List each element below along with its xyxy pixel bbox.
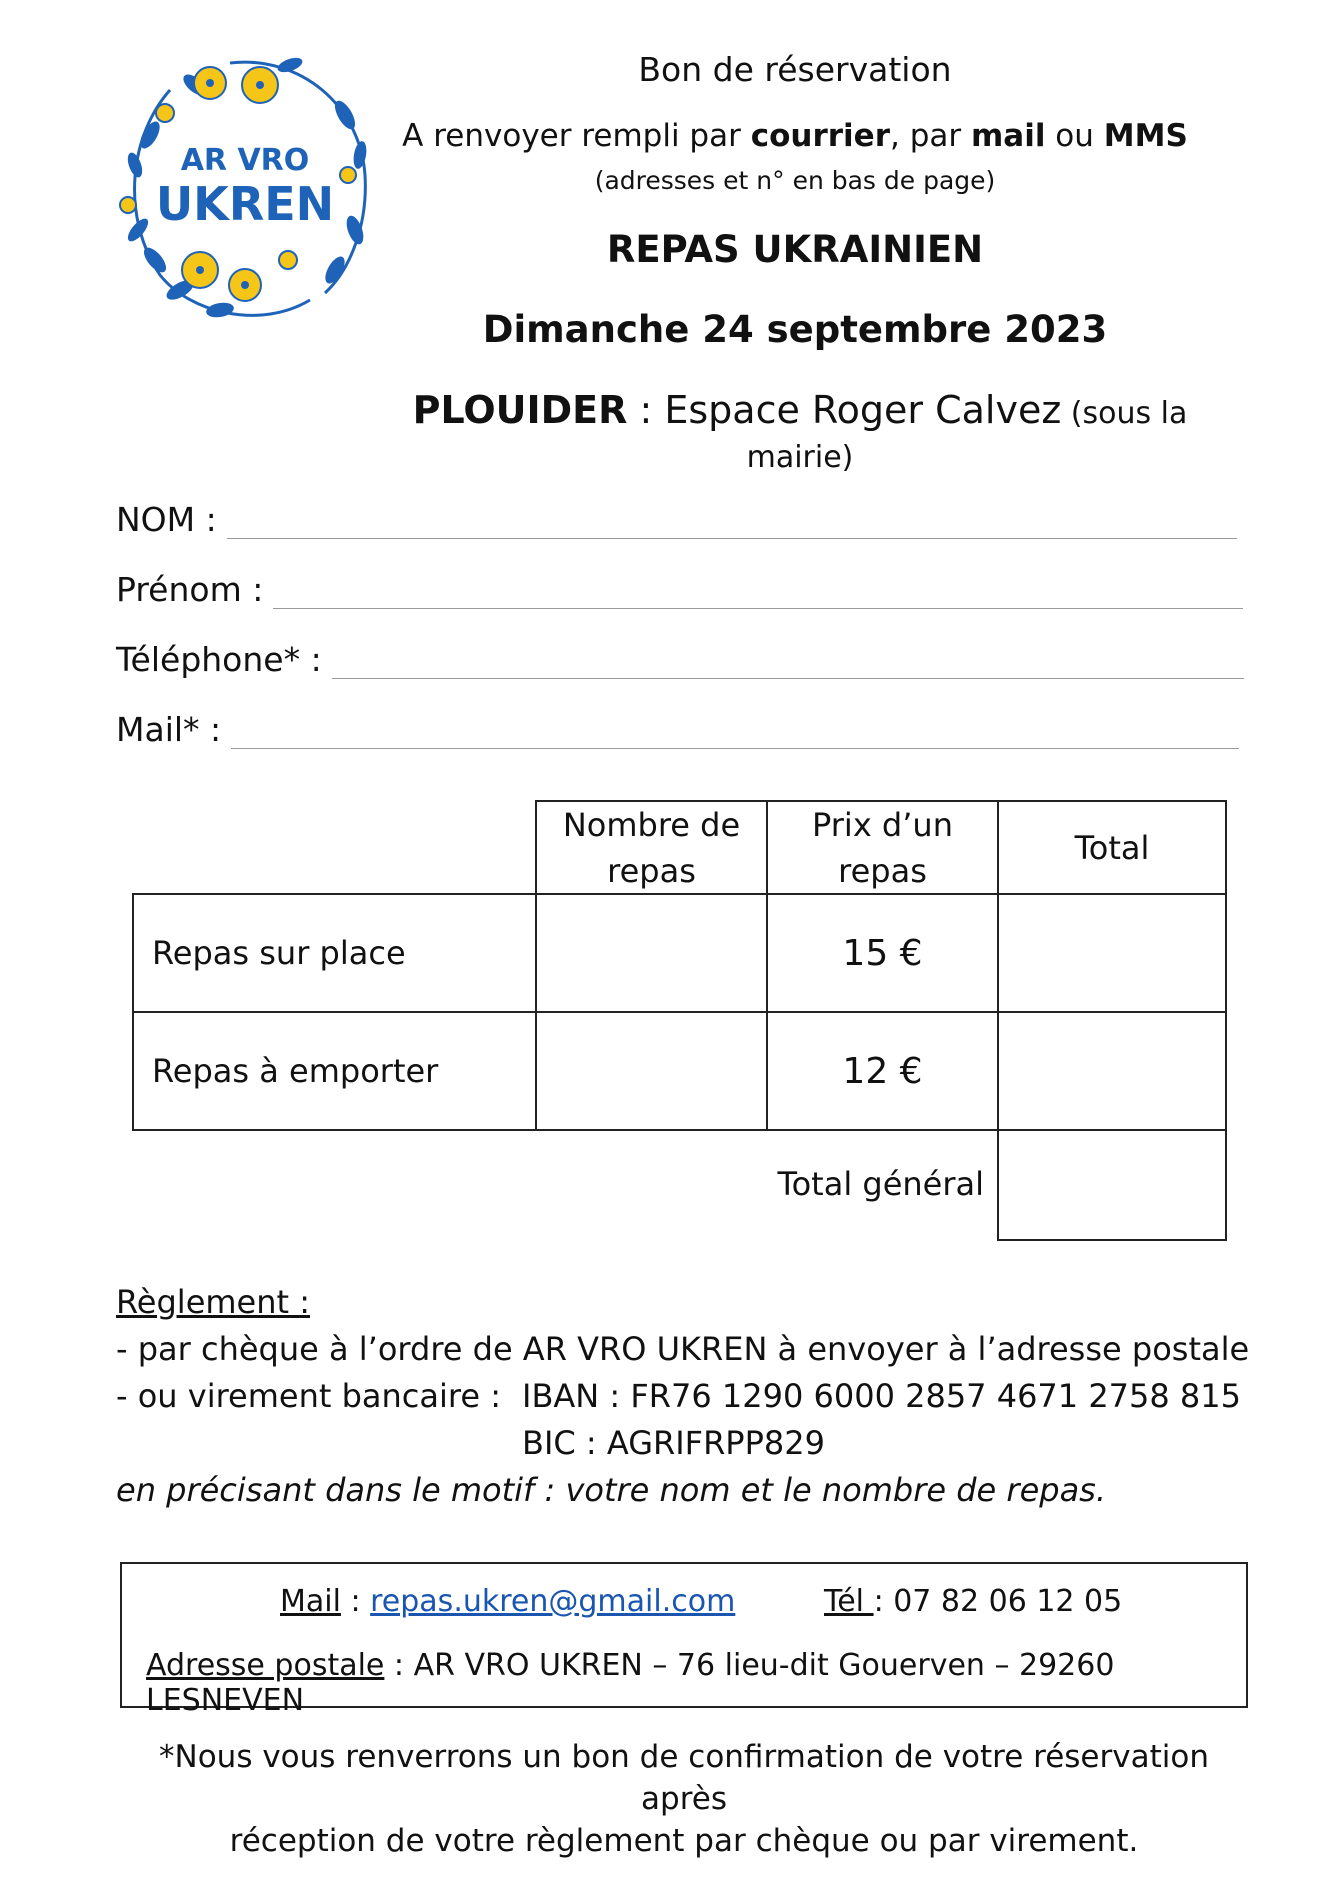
row-quantity-input[interactable] bbox=[535, 1011, 768, 1131]
send-sep2: ou bbox=[1045, 118, 1104, 154]
send-sep1: , par bbox=[889, 118, 971, 154]
location-place: Espace Roger Calvez bbox=[664, 388, 1062, 432]
location-town: PLOUIDER bbox=[412, 388, 628, 432]
tel-value: : 07 82 06 12 05 bbox=[873, 1584, 1123, 1619]
addresses-note: (adresses et n° en bas de page) bbox=[594, 166, 996, 195]
mail-link[interactable]: repas.ukren@gmail.com bbox=[370, 1584, 736, 1619]
address-label: Adresse postale bbox=[146, 1648, 385, 1683]
mail-label: Mail bbox=[280, 1584, 341, 1619]
row-price bbox=[766, 1011, 999, 1131]
footer-line2: réception de votre règlement par chèque ou par virement. bbox=[229, 1823, 1139, 1859]
prenom-field[interactable] bbox=[116, 570, 1243, 609]
reglement-iban: IBAN : FR76 1290 6000 2857 4671 2758 815 bbox=[522, 1377, 1241, 1415]
logo-line2: UKREN bbox=[155, 177, 335, 231]
reglement-bic: BIC : AGRIFRPP829 bbox=[522, 1424, 825, 1462]
grand-total-text: Total général bbox=[777, 1165, 984, 1203]
telephone-line[interactable] bbox=[332, 648, 1244, 679]
nom-label: NOM : bbox=[116, 500, 217, 539]
row-price bbox=[766, 893, 999, 1013]
header-prix-text: Prix d’un repas bbox=[812, 805, 953, 890]
footer-note bbox=[120, 1736, 1248, 1862]
row-total-input[interactable] bbox=[997, 893, 1227, 1013]
event-date: Dimanche 24 septembre 2023 bbox=[482, 308, 1108, 351]
header-prix bbox=[766, 800, 999, 895]
tel-label: Tél bbox=[824, 1584, 874, 1619]
logo-line1: AR VRO bbox=[180, 143, 310, 178]
contact-tel bbox=[824, 1584, 1122, 1619]
send-instructions bbox=[400, 118, 1190, 154]
logo bbox=[110, 45, 380, 330]
prenom-line[interactable] bbox=[273, 578, 1243, 609]
nom-line[interactable] bbox=[227, 508, 1237, 539]
grand-total-label bbox=[740, 1129, 990, 1239]
telephone-label: Téléphone* : bbox=[116, 640, 322, 679]
contact-box bbox=[120, 1562, 1248, 1718]
reglement-virement: - ou virement bancaire : bbox=[116, 1377, 501, 1415]
header-nombre-text: Nombre de repas bbox=[562, 805, 741, 890]
grand-total-input[interactable] bbox=[997, 1129, 1227, 1241]
send-mail: mail bbox=[970, 118, 1046, 154]
send-courrier: courrier bbox=[750, 118, 890, 154]
row-label bbox=[132, 893, 537, 1013]
contact-address bbox=[146, 1648, 1246, 1718]
send-mms: MMS bbox=[1103, 118, 1188, 154]
row-label bbox=[132, 1011, 537, 1131]
row-price-text: 12 € bbox=[842, 1050, 923, 1092]
row-label-text: Repas à emporter bbox=[152, 1052, 439, 1090]
prenom-label: Prénom : bbox=[116, 570, 264, 609]
reglement-note: en précisant dans le motif : votre nom et le nombre de repas. bbox=[116, 1471, 1107, 1509]
row-label-text: Repas sur place bbox=[152, 934, 406, 972]
location-sep: : bbox=[627, 388, 665, 432]
row-price-text: 15 € bbox=[842, 932, 923, 974]
document-title: Bon de réservation bbox=[638, 50, 952, 89]
footer-line1: *Nous vous renverrons un bon de confirmation de votre réservation après bbox=[159, 1739, 1209, 1817]
header-total bbox=[997, 800, 1227, 895]
mail-field[interactable] bbox=[116, 710, 1239, 749]
event-title: REPAS UKRAINIEN bbox=[606, 228, 984, 271]
header-nombre bbox=[535, 800, 768, 895]
mail-label: Mail* : bbox=[116, 710, 222, 749]
mail-line[interactable] bbox=[231, 718, 1239, 749]
contact-mail bbox=[280, 1584, 735, 1619]
row-quantity-input[interactable] bbox=[535, 893, 768, 1013]
event-location bbox=[360, 388, 1240, 476]
address-value: : AR VRO UKREN – 76 lieu-dit Gouerven – 29260 LESNEVEN bbox=[146, 1648, 1115, 1718]
telephone-field[interactable] bbox=[116, 640, 1244, 679]
reglement-title: Règlement : bbox=[116, 1283, 311, 1321]
send-prefix: A renvoyer rempli par bbox=[402, 118, 751, 154]
reglement-cheque: - par chèque à l’ordre de AR VRO UKREN à envoyer à l’adresse postale bbox=[116, 1330, 1250, 1368]
nom-field[interactable] bbox=[116, 500, 1237, 539]
row-total-input[interactable] bbox=[997, 1011, 1227, 1131]
mail-sep: : bbox=[340, 1584, 371, 1619]
header-total-text: Total bbox=[1074, 828, 1150, 867]
location-note: (sous la mairie) bbox=[746, 396, 1188, 475]
